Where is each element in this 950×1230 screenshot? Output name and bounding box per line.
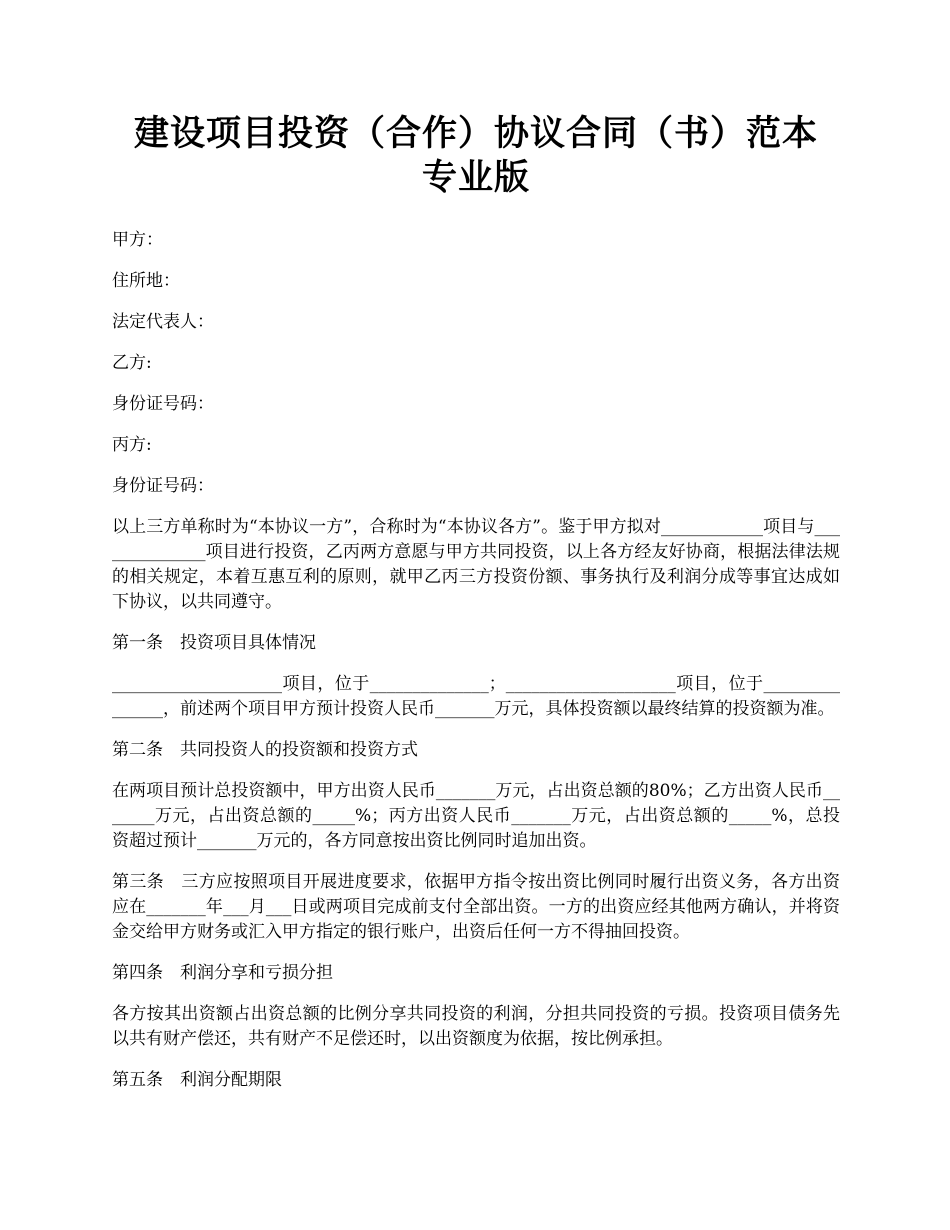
article-4-heading: 第四条 利润分享和亏损分担 <box>112 963 333 983</box>
agreement-body <box>112 515 840 1093</box>
party-info-block <box>112 228 840 499</box>
party-a-label: 甲方： <box>112 230 163 250</box>
article-5-heading: 第五条 利润分配期限 <box>112 1070 282 1090</box>
article-2-heading: 第二条 共同投资人的投资额和投资方式 <box>112 740 418 760</box>
document-title <box>112 112 840 200</box>
party-c-label: 丙方: <box>112 435 152 455</box>
article-1-heading: 第一条 投资项目具体情况 <box>112 633 316 653</box>
document-page <box>112 112 840 1109</box>
preamble-paragraph: 以上三方单称时为“本协议一方”，合称时为“本协议各方”。鉴于甲方拟对____________项目与______________项目进行投资，乙丙两方意愿与甲方共同投资，以上各方经友好协商，根据法律法规的相关规定，本着互惠互利的原则，就甲乙丙三方投资份额、事务执行及利润分成等事宜达成如下协议，以共同遵守。 <box>112 517 840 612</box>
party-a-legal-rep-label: 法定代表人： <box>112 312 214 332</box>
article-4-body: 各方按其出资额占出资总额的比例分享共同投资的利润，分担共同投资的亏损。投资项目债务先以共有财产偿还，共有财产不足偿还时，以出资额度为依据，按比例承担。 <box>112 1004 840 1049</box>
document-title-line-1: 建设项目投资（合作）协议合同（书）范本 <box>133 113 818 154</box>
article-2-body: 在两项目预计总投资额中，甲方出资人民币_______万元，占出资总额的80%；乙方出资人民币_______万元，占出资总额的_____%；丙方出资人民币_______万元，占出资总额的_____%，总投资超过预计_______万元的，各方同意按出资比例同时追加出资。 <box>112 781 840 851</box>
party-a-address-label: 住所地： <box>112 271 180 291</box>
party-b-id-label: 身份证号码： <box>112 394 214 414</box>
party-b-label: 乙方: <box>112 353 152 373</box>
party-c-id-label: 身份证号码： <box>112 476 214 496</box>
document-title-line-2: 专业版 <box>421 157 530 198</box>
article-1-body: ____________________项目，位于______________；____________________项目，位于_______________，前述两个项目甲方预计投资人民币_______万元，具体投资额以最终结算的投资额为准。 <box>112 674 840 719</box>
article-3-paragraph: 第三条 三方应按照项目开展进度要求，依据甲方指令按出资比例同时履行出资义务，各方出资应在_______年___月___日或两项目完成前支付全部出资。一方的出资应经其他两方确认，并将资金交给甲方财务或汇入甲方指定的银行账户，出资后任何一方不得抽回投资。 <box>112 872 840 942</box>
